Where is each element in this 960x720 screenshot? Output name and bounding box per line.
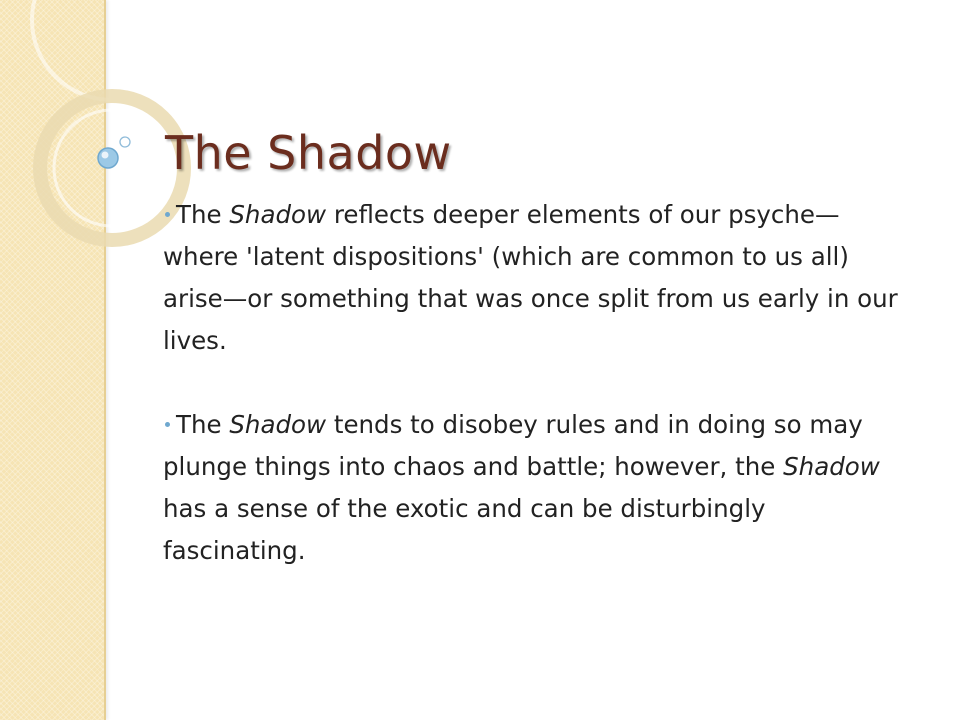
bullet-1-text-start: The bbox=[176, 200, 230, 229]
deco-circle-large-icon bbox=[32, 0, 192, 100]
deco-circle-inner-icon bbox=[54, 110, 170, 226]
bullet-1-text-end: reflects deeper elements of our psyche—where 'latent dispositions' (which are common to us all) arise—or something that was once split from us early in our lives. bbox=[163, 200, 898, 355]
bubble-highlight-icon bbox=[102, 152, 109, 159]
bullet-item-1 bbox=[163, 194, 903, 362]
slide-title: The Shadow bbox=[165, 126, 452, 180]
bullet-dot-icon bbox=[165, 422, 170, 427]
bullet-2-text-end: has a sense of the exotic and can be disturbingly fascinating. bbox=[163, 494, 766, 565]
bullet-1-emphasis: Shadow bbox=[229, 200, 327, 229]
bullet-2-text-middle: tends to disobey rules and in doing so may plunge things into chaos and battle; however, the bbox=[163, 410, 863, 481]
bullet-2-emphasis-2: Shadow bbox=[783, 452, 880, 481]
bullet-list bbox=[163, 194, 903, 614]
bullet-item-2 bbox=[163, 404, 903, 572]
bullet-2-emphasis: Shadow bbox=[229, 410, 327, 439]
bubble-large-icon bbox=[98, 148, 118, 168]
bullet-dot-icon bbox=[165, 212, 170, 217]
bullet-2-text-start: The bbox=[176, 410, 230, 439]
bubble-small-icon bbox=[120, 137, 130, 147]
